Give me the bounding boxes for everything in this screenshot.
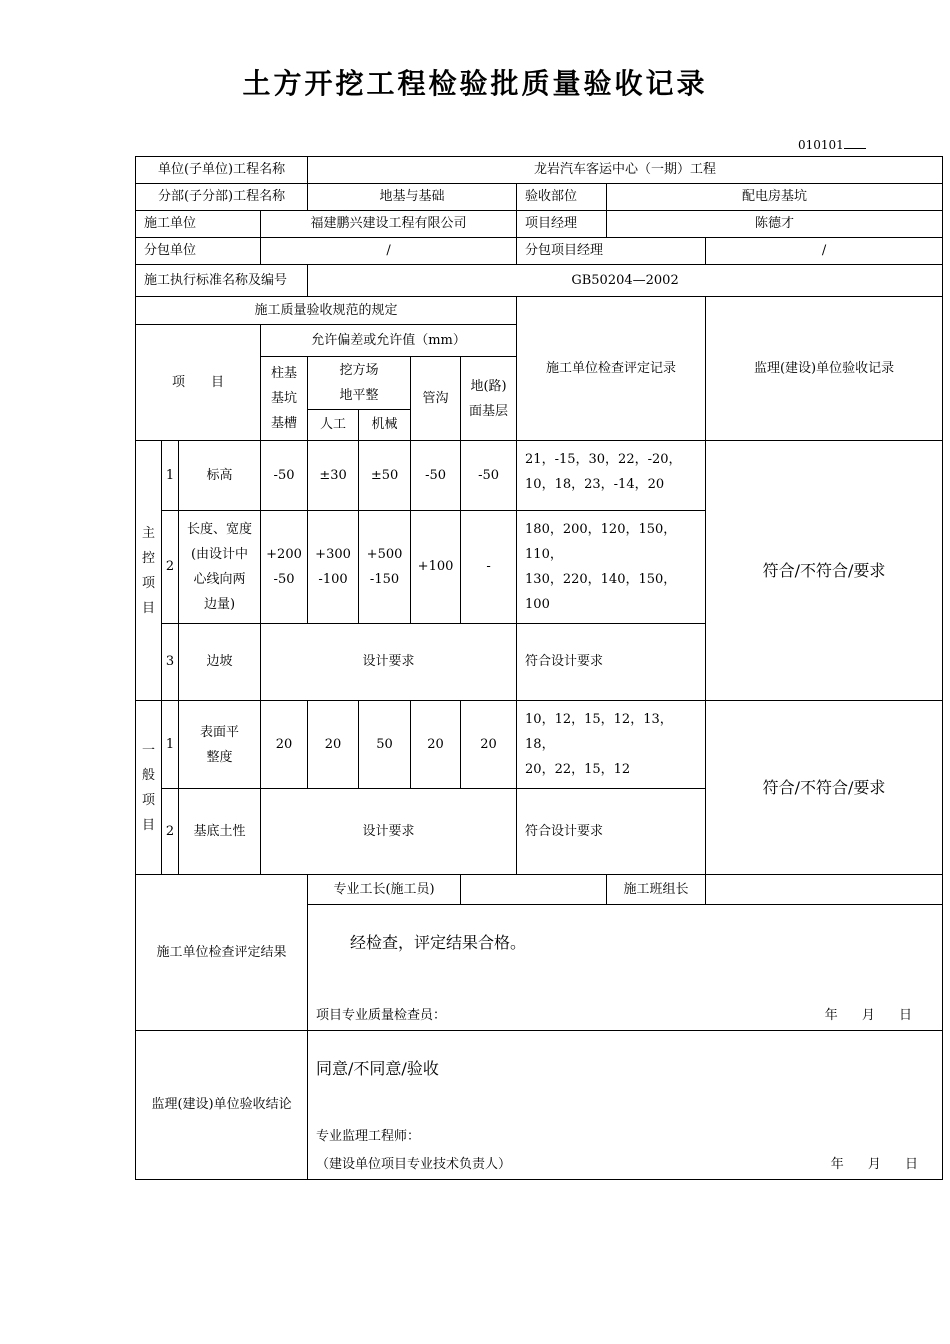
label-sub-name: 分部(子分部)工程名称 [136,184,308,211]
main-items-label: 主 控 项 目 [136,441,162,701]
main-2-road: - [461,511,517,624]
main-1-machine: ±50 [359,441,411,511]
main-3-no: 3 [162,624,179,701]
value-foreman [461,875,607,905]
general-1-pit: 20 [261,701,308,789]
inspector-label: 项目专业质量检查员： [316,1008,447,1023]
header-col-machine: 机械 [359,410,411,441]
label-standard: 施工执行标准名称及编号 [136,265,308,297]
label-check-result: 施工单位检查评定结果 [136,875,308,1031]
supervision-text: 同意/不同意/验收 [316,1059,439,1078]
general-1-machine: 50 [359,701,411,789]
general-2-req: 设计要求 [261,789,517,875]
check-date: 年 月 日 [824,1008,913,1023]
main-2-manual: +300 -100 [308,511,359,624]
header-col-site: 挖方场 地平整 [308,357,411,410]
form-code: 010101 [798,138,866,152]
check-result-area [308,905,943,1031]
general-2-no: 2 [162,789,179,875]
page-title: 土方开挖工程检验批质量验收记录 [242,67,708,100]
general-1-name: 表面平 整度 [179,701,261,789]
header-item: 项 目 [136,325,261,441]
general-2-record: 符合设计要求 [517,789,706,875]
value-acceptance-part: 配电房基坑 [607,184,943,211]
header-tolerance: 允许偏差或允许值（mm） [261,325,517,357]
general-1-record: 10，12，15，12，13，18， 20，22，15，12 [517,701,706,789]
general-1-manual: 20 [308,701,359,789]
label-pm: 项目经理 [517,211,607,238]
inspection-table [135,156,943,1180]
general-1-no: 1 [162,701,179,789]
value-unit-name: 龙岩汽车客运中心（一期）工程 [308,157,943,184]
main-3-name: 边坡 [179,624,261,701]
main-1-record: 21，-15，30，22，-20， 10，18，23，-14，20 [517,441,706,511]
owner-label: （建设单位项目专业技术负责人） [316,1157,512,1172]
value-standard: GB50204—2002 [308,265,943,297]
main-1-ditch: -50 [411,441,461,511]
main-1-road: -50 [461,441,517,511]
main-1-no: 1 [162,441,179,511]
value-sub-pm: / [706,238,943,265]
check-result-text: 经检查，评定结果合格。 [350,933,527,952]
main-3-req: 设计要求 [261,624,517,701]
general-verdict: 符合/不符合/要求 [706,701,943,875]
main-3-record: 符合设计要求 [517,624,706,701]
engineer-label: 专业监理工程师： [316,1129,421,1144]
main-2-no: 2 [162,511,179,624]
main-2-machine: +500 -150 [359,511,411,624]
general-1-road: 20 [461,701,517,789]
value-constructor: 福建鹏兴建设工程有限公司 [261,211,517,238]
value-subcontractor: / [261,238,517,265]
main-1-manual: ±30 [308,441,359,511]
header-col-pit: 柱基 基坑 基槽 [261,357,308,441]
value-team-leader [706,875,943,905]
header-col-ditch: 管沟 [411,357,461,441]
label-acceptance-part: 验收部位 [517,184,607,211]
header-spec: 施工质量验收规范的规定 [136,297,517,325]
main-2-pit: +200 -50 [261,511,308,624]
label-subcontractor: 分包单位 [136,238,261,265]
label-supervision-conclusion: 监理(建设)单位验收结论 [136,1031,308,1180]
supervision-area [308,1031,943,1180]
label-team-leader: 施工班组长 [607,875,706,905]
main-1-pit: -50 [261,441,308,511]
main-2-record: 180，200，120，150，110， 130，220，140，150，100 [517,511,706,624]
supervision-date: 年 月 日 [830,1157,919,1172]
label-constructor: 施工单位 [136,211,261,238]
label-unit-name: 单位(子单位)工程名称 [136,157,308,184]
general-1-ditch: 20 [411,701,461,789]
main-2-ditch: +100 [411,511,461,624]
general-items-label: 一 般 项 目 [136,701,162,875]
value-sub-name: 地基与基础 [308,184,517,211]
main-2-name: 长度、宽度 (由设计中 心线向两 边量) [179,511,261,624]
main-1-name: 标高 [179,441,261,511]
label-foreman: 专业工长(施工员) [308,875,461,905]
header-check-record: 施工单位检查评定记录 [517,297,706,441]
header-col-manual: 人工 [308,410,359,441]
main-verdict: 符合/不符合/要求 [706,441,943,701]
value-pm: 陈德才 [607,211,943,238]
header-supervision-record: 监理(建设)单位验收记录 [706,297,943,441]
general-2-name: 基底土性 [179,789,261,875]
label-sub-pm: 分包项目经理 [517,238,706,265]
header-col-road: 地(路) 面基层 [461,357,517,441]
